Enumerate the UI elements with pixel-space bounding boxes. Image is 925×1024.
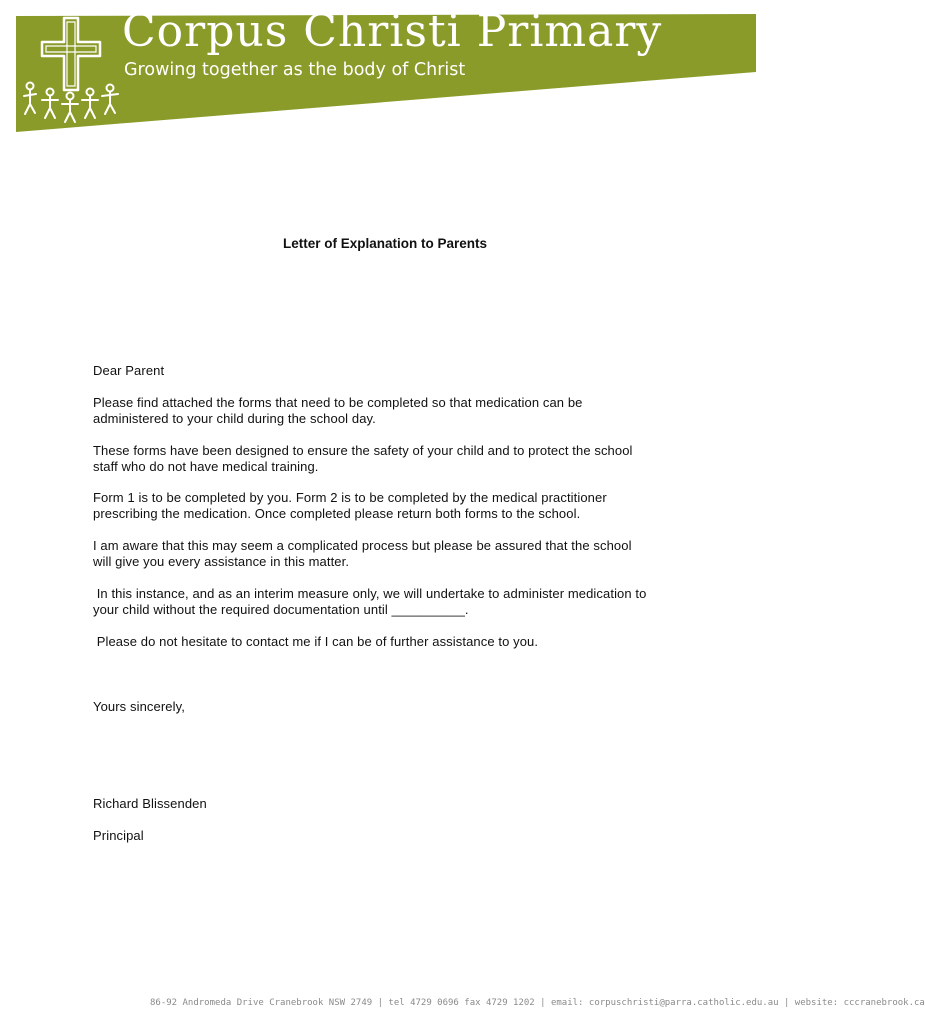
paragraph-assistance: I am aware that this may seem a complicated process but please be assured that the school will give you every assistance in this matter. (93, 538, 632, 569)
paragraph-form-instructions: Form 1 is to be completed by you. Form 2 is to be completed by the medical practitioner prescribing the medication. Once completed please return both forms to the school. (93, 490, 607, 521)
paragraph-attached-forms: Please find attached the forms that need to be completed so that medication can be administered to your child during the school day. (93, 395, 583, 426)
letter-title: Letter of Explanation to Parents (282, 236, 488, 251)
paragraph-contact: Please do not hesitate to contact me if I can be of further assistance to you. (93, 634, 539, 649)
paragraph-interim-measure: In this instance, and as an interim measure only, we will undertake to administer medication to your child without the required documentation until __________. (93, 586, 651, 617)
cross-with-children-icon (20, 12, 130, 132)
school-banner (0, 0, 770, 140)
signatory-name: Richard Blissenden (93, 796, 207, 811)
signatory-title: Principal (93, 828, 144, 843)
paragraph-safety: These forms have been designed to ensure the safety of your child and to protect the school staff who do not have medical training. (93, 443, 633, 474)
school-name: Corpus Christi Primary (122, 6, 663, 57)
salutation: Dear Parent (93, 363, 165, 378)
school-motto: Growing together as the body of Christ (124, 60, 466, 80)
footer-contact-details: 86-92 Andromeda Drive Cranebrook NSW 2749 | tel 4729 0696 fax 4729 1202 | email: corpuschristi@parra.catholic.edu.au | website: cccranebrook.ca (150, 998, 925, 1008)
closing: Yours sincerely, (93, 699, 185, 714)
